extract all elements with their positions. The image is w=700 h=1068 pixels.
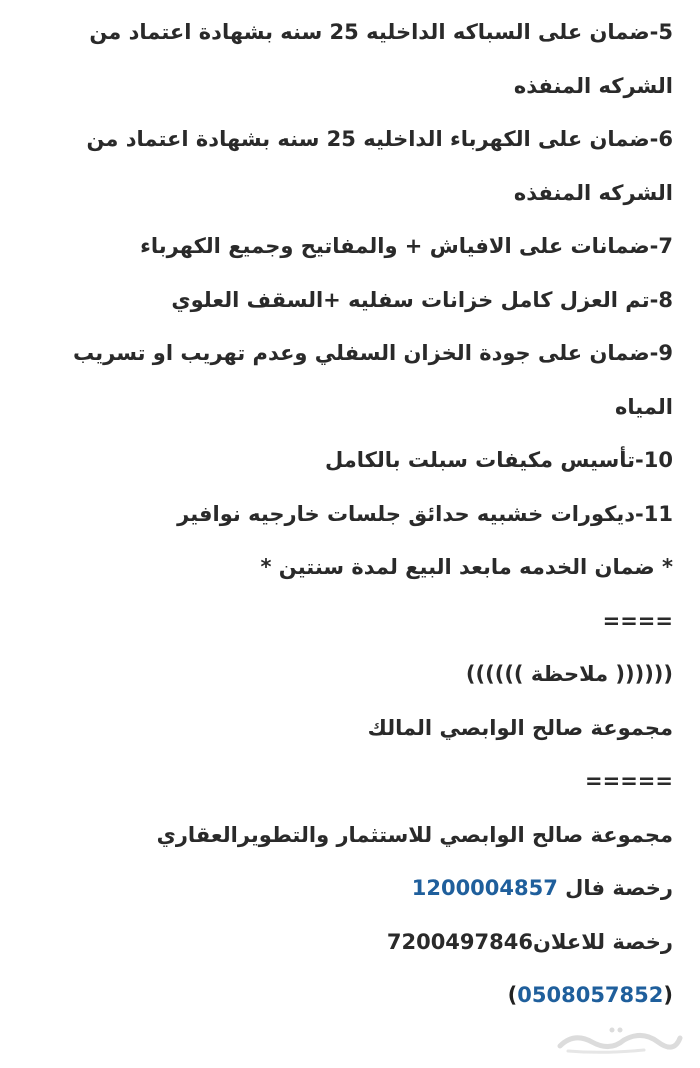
ad-license-line — [33, 916, 673, 970]
line-plumbing-warranty-cont: الشركه المنفذه — [513, 73, 673, 98]
divider-line-1: ==== — [602, 608, 673, 633]
divider-line-2: ===== — [585, 769, 673, 793]
fal-license-label: رخصة فال — [565, 876, 673, 900]
line-owner: مجموعة صالح الوابصي المالك — [367, 715, 673, 740]
line-tank-warranty-cont: المياه — [614, 394, 673, 419]
line-company: مجموعة صالح الوابصي للاستثمار والتطويرالعقاري — [156, 822, 673, 847]
line-ac-setup: 10-تأسيس مكيفات سبلت بالكامل — [325, 448, 673, 472]
phone-paren-close: ) — [663, 983, 673, 1007]
line-electric-warranty: 6-ضمان على الكهرباء الداخليه 25 سنه بشهادة اعتماد من — [86, 127, 673, 151]
line-decorations: 11-ديكورات خشبيه حدائق جلسات خارجيه نوافير — [177, 501, 673, 526]
ad-description — [33, 0, 673, 1023]
phone-wrapper — [508, 983, 673, 1007]
line-note: (((((( ملاحظة )))))) — [465, 662, 673, 686]
phone-line — [33, 969, 673, 1023]
haraj-watermark-logo — [554, 1024, 684, 1056]
line-sockets-warranty: 7-ضمانات على الافياش + والمفاتيح وجميع الكهرباء — [140, 234, 673, 258]
line-after-sales: * ضمان الخدمه مابعد البيع لمدة سنتين * — [260, 555, 673, 579]
phone-paren-open: ( — [507, 983, 518, 1007]
line-electric-warranty-cont: الشركه المنفذه — [513, 180, 673, 205]
ad-license-label: رخصة للاعلان — [532, 929, 673, 954]
line-insulation: 8-تم العزل كامل خزانات سفليه +السقف العلوي — [171, 287, 673, 312]
fal-license-number-link[interactable]: 1200004857 — [411, 876, 558, 900]
fal-license-line — [33, 862, 673, 916]
ad-license-number: 7200497846 — [386, 929, 533, 954]
phone-number-link[interactable]: 0508057852 — [517, 983, 664, 1007]
line-plumbing-warranty: 5-ضمان على السباكه الداخليه 25 سنه بشهادة اعتماد من — [89, 20, 673, 44]
line-tank-warranty: 9-ضمان على جودة الخزان السفلي وعدم تهريب او تسريب — [73, 341, 673, 365]
